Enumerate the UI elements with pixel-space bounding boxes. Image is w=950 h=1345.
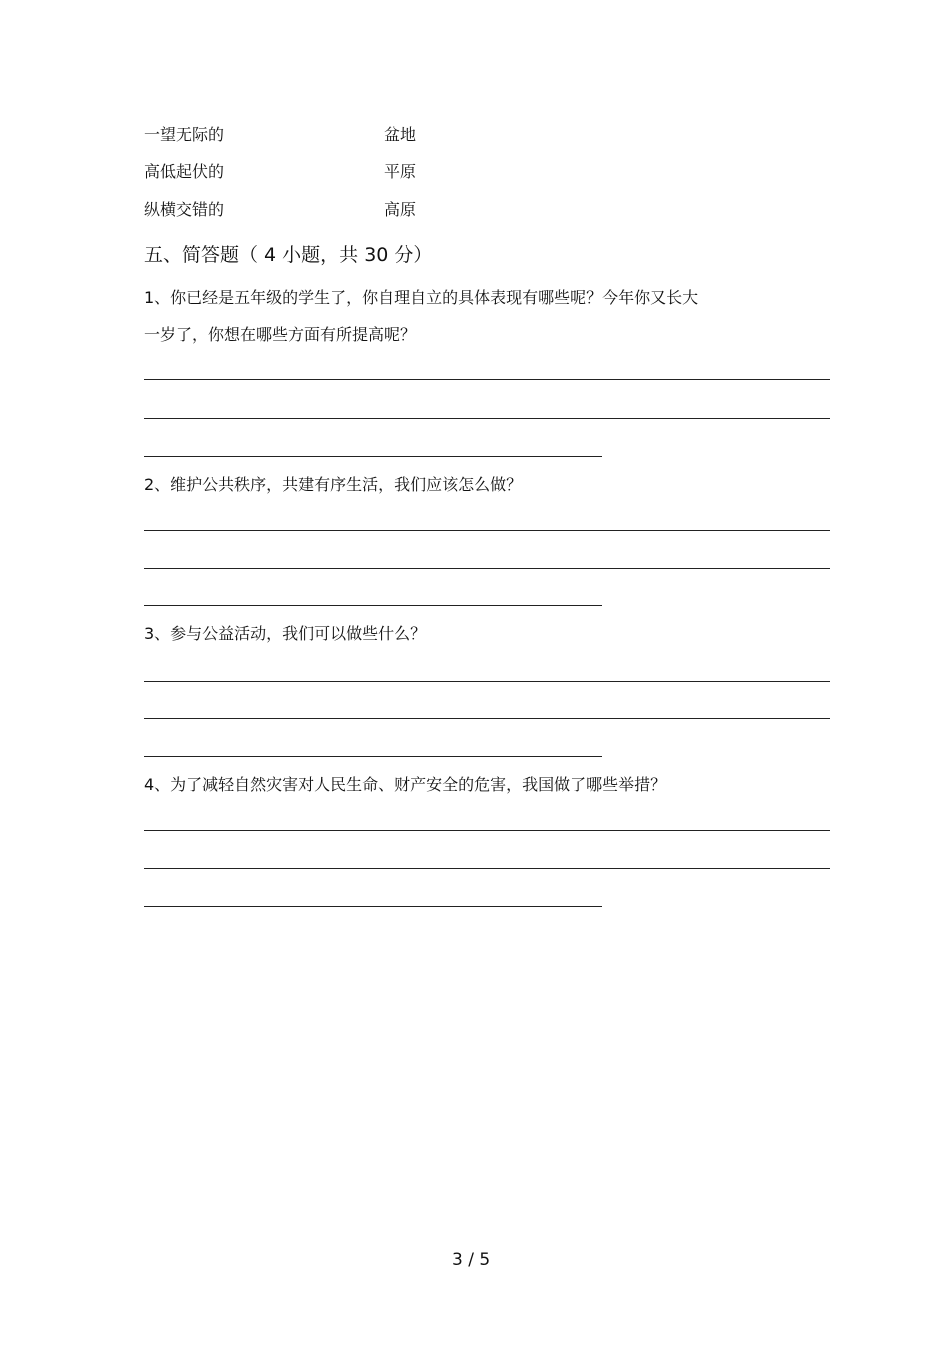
answer-line[interactable]	[144, 456, 602, 457]
match-left-2: 高低起伏的	[144, 162, 225, 181]
answer-line[interactable]	[144, 568, 830, 569]
answer-line[interactable]	[144, 379, 830, 380]
answer-line[interactable]	[144, 418, 830, 419]
match-left-3: 纵横交错的	[144, 200, 225, 219]
match-right-3: 高原	[384, 200, 417, 219]
question-1-line-1: 1、你已经是五年级的学生了，你自理自立的具体表现有哪些呢？今年你又长大	[144, 288, 699, 307]
question-2-line-1: 2、维护公共秩序，共建有序生活，我们应该怎么做？	[144, 475, 523, 494]
match-right-2: 平原	[384, 162, 417, 181]
question-4-line-1: 4、为了减轻自然灾害对人民生命、财产安全的危害，我国做了哪些举措？	[144, 775, 667, 794]
answer-line[interactable]	[144, 868, 830, 869]
match-left-1: 一望无际的	[144, 125, 225, 144]
answer-line[interactable]	[144, 530, 830, 531]
answer-line[interactable]	[144, 830, 830, 831]
match-right-1: 盆地	[384, 125, 417, 144]
question-1-line-2: 一岁了，你想在哪些方面有所提高呢？	[144, 325, 417, 344]
answer-line[interactable]	[144, 605, 602, 606]
page-number: 3 / 5	[452, 1250, 491, 1270]
answer-line[interactable]	[144, 718, 830, 719]
section-title: 五、简答题（ 4 小题，共 30 分）	[144, 244, 433, 266]
answer-line[interactable]	[144, 681, 830, 682]
answer-line[interactable]	[144, 906, 602, 907]
question-3-line-1: 3、参与公益活动，我们可以做些什么？	[144, 624, 427, 643]
answer-line[interactable]	[144, 756, 602, 757]
